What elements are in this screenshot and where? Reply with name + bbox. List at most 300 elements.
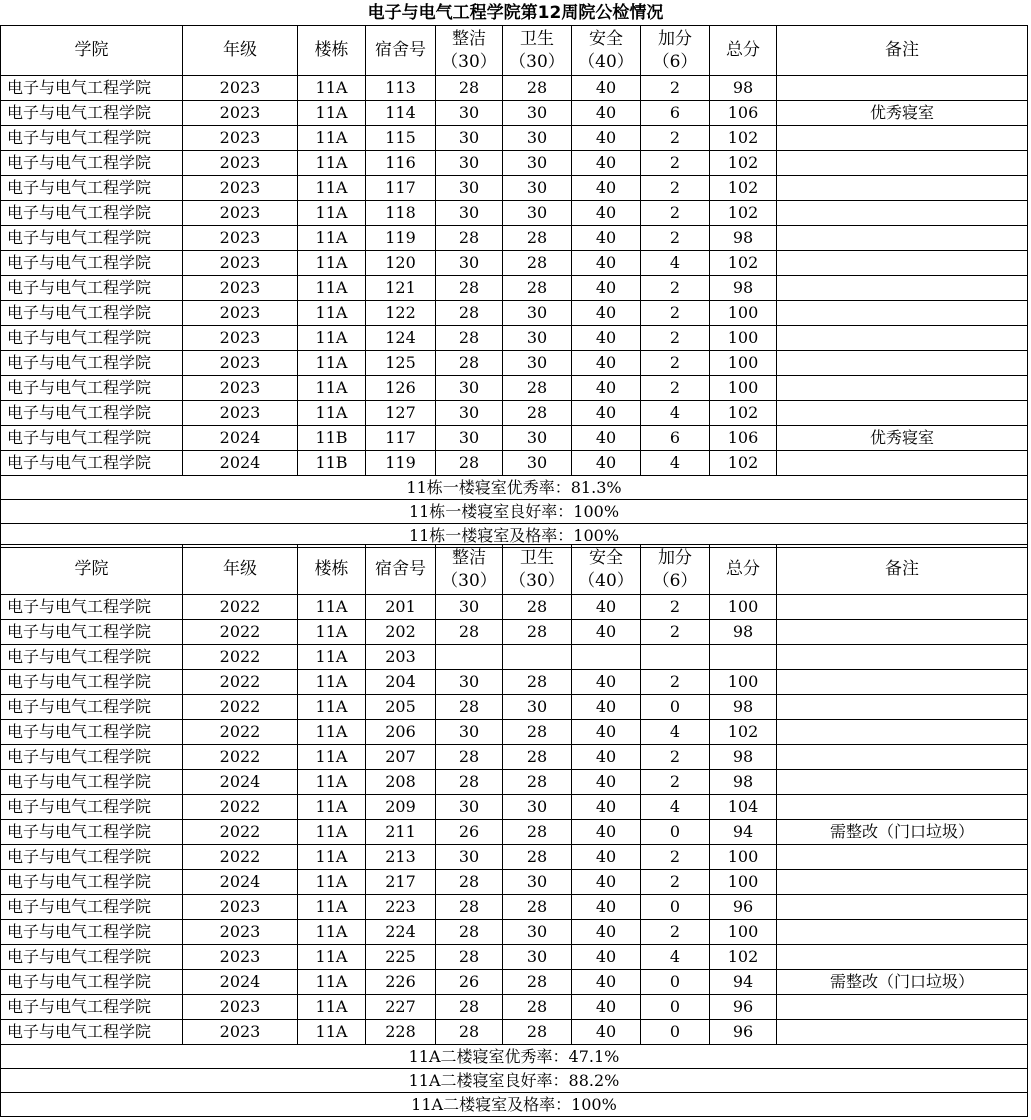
- header-hygiene-line: （30）: [509, 51, 565, 72]
- summary-rate-floor-1: 11栋一楼寝室及格率：100%: [1, 524, 1028, 548]
- cell-bonus: 0: [641, 1020, 710, 1045]
- cell-college: 电子与电气工程学院: [1, 126, 183, 151]
- cell-room: 117: [366, 426, 436, 451]
- cell-building: 11A: [298, 745, 366, 770]
- cell-tidy: 30: [436, 670, 503, 695]
- cell-tidy: 28: [436, 276, 503, 301]
- cell-grade: 2022: [183, 845, 298, 870]
- cell-hygiene: 28: [503, 401, 572, 426]
- cell-note: [777, 920, 1028, 945]
- cell-bonus: 2: [641, 620, 710, 645]
- cell-building: 11B: [298, 451, 366, 476]
- cell-grade: 2022: [183, 645, 298, 670]
- cell-college: 电子与电气工程学院: [1, 620, 183, 645]
- cell-college: 电子与电气工程学院: [1, 76, 183, 101]
- table-row: [1, 426, 1028, 451]
- cell-tidy: 30: [436, 151, 503, 176]
- cell-note: [777, 401, 1028, 426]
- cell-grade: 2023: [183, 201, 298, 226]
- cell-total: 96: [710, 995, 777, 1020]
- cell-safety: [572, 645, 641, 670]
- cell-safety: 40: [572, 745, 641, 770]
- table-row: [1, 126, 1028, 151]
- cell-building: 11A: [298, 226, 366, 251]
- cell-note: [777, 695, 1028, 720]
- cell-tidy: 28: [436, 451, 503, 476]
- cell-grade: 2023: [183, 995, 298, 1020]
- cell-safety: 40: [572, 251, 641, 276]
- inspection-table-floor-1: [0, 25, 1028, 548]
- cell-safety: 40: [572, 376, 641, 401]
- header-note: 备注: [777, 545, 1028, 595]
- table-row: [1, 401, 1028, 426]
- cell-building: 11A: [298, 595, 366, 620]
- cell-grade: 2023: [183, 351, 298, 376]
- cell-college: 电子与电气工程学院: [1, 770, 183, 795]
- cell-note: [777, 870, 1028, 895]
- cell-room: 122: [366, 301, 436, 326]
- cell-college: 电子与电气工程学院: [1, 451, 183, 476]
- cell-total: 100: [710, 301, 777, 326]
- header-row: [1, 545, 1028, 595]
- cell-building: 11A: [298, 645, 366, 670]
- cell-grade: 2023: [183, 76, 298, 101]
- cell-college: 电子与电气工程学院: [1, 176, 183, 201]
- cell-tidy: 30: [436, 720, 503, 745]
- cell-hygiene: 28: [503, 251, 572, 276]
- cell-grade: 2023: [183, 251, 298, 276]
- cell-bonus: 4: [641, 451, 710, 476]
- cell-grade: 2022: [183, 695, 298, 720]
- cell-bonus: 2: [641, 745, 710, 770]
- header-safety-line: 安全: [589, 547, 623, 568]
- cell-tidy: 30: [436, 795, 503, 820]
- table-row: [1, 970, 1028, 995]
- cell-room: 118: [366, 201, 436, 226]
- cell-college: 电子与电气工程学院: [1, 351, 183, 376]
- cell-room: 113: [366, 76, 436, 101]
- cell-total: 94: [710, 970, 777, 995]
- cell-grade: 2022: [183, 720, 298, 745]
- cell-safety: 40: [572, 995, 641, 1020]
- cell-tidy: 28: [436, 745, 503, 770]
- cell-college: 电子与电气工程学院: [1, 301, 183, 326]
- cell-safety: 40: [572, 770, 641, 795]
- summary-row: [1, 1045, 1028, 1069]
- table-row: [1, 76, 1028, 101]
- cell-total: 106: [710, 426, 777, 451]
- cell-building: 11A: [298, 326, 366, 351]
- cell-building: 11A: [298, 276, 366, 301]
- header-tidy-line: （30）: [441, 51, 497, 72]
- cell-total: 98: [710, 745, 777, 770]
- header-bonus-line: 加分: [658, 547, 692, 568]
- cell-total: 100: [710, 845, 777, 870]
- cell-tidy: 30: [436, 426, 503, 451]
- cell-room: 204: [366, 670, 436, 695]
- cell-note: [777, 845, 1028, 870]
- summary-row: [1, 476, 1028, 500]
- cell-total: 102: [710, 451, 777, 476]
- cell-room: 223: [366, 895, 436, 920]
- header-college: 学院: [1, 26, 183, 76]
- cell-hygiene: 30: [503, 795, 572, 820]
- cell-college: 电子与电气工程学院: [1, 745, 183, 770]
- header-safety: [572, 545, 641, 595]
- cell-safety: 40: [572, 451, 641, 476]
- cell-building: 11A: [298, 695, 366, 720]
- cell-building: 11A: [298, 920, 366, 945]
- cell-hygiene: [503, 645, 572, 670]
- cell-grade: 2023: [183, 226, 298, 251]
- table-row: [1, 720, 1028, 745]
- summary-rate-floor-1: 11栋一楼寝室良好率：100%: [1, 500, 1028, 524]
- cell-tidy: 28: [436, 920, 503, 945]
- cell-building: 11A: [298, 251, 366, 276]
- cell-safety: 40: [572, 870, 641, 895]
- cell-hygiene: 28: [503, 845, 572, 870]
- cell-room: 227: [366, 995, 436, 1020]
- cell-bonus: 2: [641, 845, 710, 870]
- cell-note: [777, 326, 1028, 351]
- cell-total: 102: [710, 176, 777, 201]
- cell-grade: 2023: [183, 276, 298, 301]
- header-tidy: [436, 26, 503, 76]
- table-row: [1, 351, 1028, 376]
- cell-hygiene: 30: [503, 920, 572, 945]
- cell-safety: 40: [572, 620, 641, 645]
- cell-total: 100: [710, 376, 777, 401]
- summary-row: [1, 1069, 1028, 1093]
- cell-building: 11A: [298, 845, 366, 870]
- cell-hygiene: 30: [503, 126, 572, 151]
- cell-hygiene: 28: [503, 376, 572, 401]
- cell-college: 电子与电气工程学院: [1, 870, 183, 895]
- cell-tidy: 26: [436, 820, 503, 845]
- cell-room: 228: [366, 1020, 436, 1045]
- cell-safety: 40: [572, 201, 641, 226]
- cell-tidy: 30: [436, 401, 503, 426]
- cell-total: 100: [710, 870, 777, 895]
- cell-bonus: 0: [641, 695, 710, 720]
- cell-hygiene: 30: [503, 451, 572, 476]
- cell-room: 115: [366, 126, 436, 151]
- cell-hygiene: 28: [503, 1020, 572, 1045]
- cell-note: [777, 126, 1028, 151]
- cell-grade: 2022: [183, 620, 298, 645]
- cell-grade: 2024: [183, 970, 298, 995]
- cell-note: [777, 770, 1028, 795]
- cell-bonus: 4: [641, 945, 710, 970]
- cell-college: 电子与电气工程学院: [1, 376, 183, 401]
- cell-grade: 2023: [183, 126, 298, 151]
- cell-college: 电子与电气工程学院: [1, 895, 183, 920]
- cell-building: 11A: [298, 870, 366, 895]
- cell-tidy: 28: [436, 1020, 503, 1045]
- table-row: [1, 770, 1028, 795]
- cell-grade: 2024: [183, 770, 298, 795]
- cell-tidy: 30: [436, 101, 503, 126]
- cell-building: 11A: [298, 76, 366, 101]
- cell-bonus: 2: [641, 301, 710, 326]
- cell-grade: 2023: [183, 945, 298, 970]
- cell-note: 需整改（门口垃圾）: [777, 820, 1028, 845]
- cell-total: 100: [710, 326, 777, 351]
- cell-hygiene: 28: [503, 595, 572, 620]
- cell-safety: 40: [572, 720, 641, 745]
- cell-bonus: 2: [641, 870, 710, 895]
- cell-total: 102: [710, 945, 777, 970]
- cell-total: 106: [710, 101, 777, 126]
- cell-bonus: 4: [641, 720, 710, 745]
- cell-building: 11A: [298, 895, 366, 920]
- inspection-table-floor-2: [0, 544, 1028, 1117]
- cell-total: 100: [710, 595, 777, 620]
- page-title: 电子与电气工程学院第12周院公检情况: [367, 3, 664, 23]
- cell-total: 100: [710, 920, 777, 945]
- cell-bonus: 4: [641, 251, 710, 276]
- cell-total: 102: [710, 151, 777, 176]
- header-bonus-line: （6）: [652, 51, 698, 72]
- cell-building: 11A: [298, 101, 366, 126]
- cell-building: 11A: [298, 126, 366, 151]
- cell-note: [777, 595, 1028, 620]
- cell-safety: 40: [572, 401, 641, 426]
- cell-building: 11A: [298, 351, 366, 376]
- table-row: [1, 995, 1028, 1020]
- cell-safety: 40: [572, 920, 641, 945]
- cell-hygiene: 28: [503, 820, 572, 845]
- cell-college: 电子与电气工程学院: [1, 151, 183, 176]
- cell-grade: 2024: [183, 870, 298, 895]
- cell-bonus: 4: [641, 795, 710, 820]
- cell-room: 127: [366, 401, 436, 426]
- cell-bonus: 2: [641, 126, 710, 151]
- cell-hygiene: 30: [503, 351, 572, 376]
- cell-room: 213: [366, 845, 436, 870]
- cell-safety: 40: [572, 226, 641, 251]
- cell-room: 217: [366, 870, 436, 895]
- cell-bonus: 6: [641, 426, 710, 451]
- cell-bonus: 2: [641, 376, 710, 401]
- cell-room: 211: [366, 820, 436, 845]
- cell-college: 电子与电气工程学院: [1, 401, 183, 426]
- cell-safety: 40: [572, 151, 641, 176]
- header-tidy-line: 整洁: [452, 547, 486, 568]
- cell-note: [777, 995, 1028, 1020]
- cell-safety: 40: [572, 820, 641, 845]
- cell-total: 94: [710, 820, 777, 845]
- cell-tidy: [436, 645, 503, 670]
- cell-room: 208: [366, 770, 436, 795]
- table-row: [1, 201, 1028, 226]
- cell-grade: 2023: [183, 1020, 298, 1045]
- cell-building: 11A: [298, 176, 366, 201]
- cell-building: 11A: [298, 151, 366, 176]
- cell-building: 11A: [298, 201, 366, 226]
- cell-grade: 2022: [183, 670, 298, 695]
- cell-note: [777, 151, 1028, 176]
- cell-tidy: 30: [436, 176, 503, 201]
- cell-total: 98: [710, 276, 777, 301]
- cell-note: [777, 795, 1028, 820]
- cell-room: 201: [366, 595, 436, 620]
- cell-bonus: 2: [641, 920, 710, 945]
- cell-bonus: 2: [641, 770, 710, 795]
- cell-grade: 2023: [183, 301, 298, 326]
- cell-grade: 2024: [183, 451, 298, 476]
- cell-college: 电子与电气工程学院: [1, 945, 183, 970]
- cell-grade: 2022: [183, 820, 298, 845]
- cell-total: 98: [710, 76, 777, 101]
- table-row: [1, 301, 1028, 326]
- summary-rate-floor-2: 11A二楼寝室优秀率：47.1%: [1, 1045, 1028, 1069]
- table-row: [1, 795, 1028, 820]
- cell-total: 102: [710, 126, 777, 151]
- table-row: [1, 670, 1028, 695]
- cell-tidy: 30: [436, 376, 503, 401]
- cell-college: 电子与电气工程学院: [1, 970, 183, 995]
- cell-hygiene: 28: [503, 670, 572, 695]
- header-room: 宿舍号: [366, 26, 436, 76]
- cell-college: 电子与电气工程学院: [1, 645, 183, 670]
- cell-grade: 2023: [183, 920, 298, 945]
- header-safety-line: （40）: [578, 51, 634, 72]
- header-tidy-line: （30）: [441, 570, 497, 591]
- cell-college: 电子与电气工程学院: [1, 1020, 183, 1045]
- cell-note: 优秀寝室: [777, 101, 1028, 126]
- cell-safety: 40: [572, 301, 641, 326]
- cell-safety: 40: [572, 176, 641, 201]
- cell-note: [777, 945, 1028, 970]
- cell-building: 11B: [298, 426, 366, 451]
- cell-total: 100: [710, 351, 777, 376]
- cell-room: 120: [366, 251, 436, 276]
- cell-note: [777, 251, 1028, 276]
- cell-tidy: 28: [436, 226, 503, 251]
- header-total: 总分: [710, 545, 777, 595]
- table-row: [1, 920, 1028, 945]
- header-total: 总分: [710, 26, 777, 76]
- cell-hygiene: 28: [503, 995, 572, 1020]
- cell-safety: 40: [572, 595, 641, 620]
- cell-building: 11A: [298, 720, 366, 745]
- cell-total: [710, 645, 777, 670]
- cell-hygiene: 28: [503, 620, 572, 645]
- cell-hygiene: 28: [503, 276, 572, 301]
- summary-rate-floor-2: 11A二楼寝室良好率：88.2%: [1, 1069, 1028, 1093]
- cell-room: 224: [366, 920, 436, 945]
- cell-tidy: 30: [436, 126, 503, 151]
- table-row: [1, 251, 1028, 276]
- table-row: [1, 276, 1028, 301]
- cell-bonus: 4: [641, 401, 710, 426]
- cell-college: 电子与电气工程学院: [1, 326, 183, 351]
- cell-tidy: 30: [436, 201, 503, 226]
- cell-total: 102: [710, 251, 777, 276]
- table-row: [1, 820, 1028, 845]
- cell-room: 209: [366, 795, 436, 820]
- cell-college: 电子与电气工程学院: [1, 845, 183, 870]
- cell-hygiene: 28: [503, 226, 572, 251]
- cell-college: 电子与电气工程学院: [1, 820, 183, 845]
- cell-hygiene: 28: [503, 745, 572, 770]
- header-grade: 年级: [183, 545, 298, 595]
- header-grade: 年级: [183, 26, 298, 76]
- header-hygiene: [503, 26, 572, 76]
- cell-room: 124: [366, 326, 436, 351]
- cell-total: 98: [710, 695, 777, 720]
- table-row: [1, 451, 1028, 476]
- cell-tidy: 28: [436, 895, 503, 920]
- cell-safety: 40: [572, 970, 641, 995]
- table-row: [1, 226, 1028, 251]
- cell-safety: 40: [572, 1020, 641, 1045]
- cell-room: 207: [366, 745, 436, 770]
- table-row: [1, 1020, 1028, 1045]
- cell-college: 电子与电气工程学院: [1, 226, 183, 251]
- cell-tidy: 28: [436, 620, 503, 645]
- cell-safety: 40: [572, 426, 641, 451]
- cell-building: 11A: [298, 795, 366, 820]
- cell-total: 102: [710, 401, 777, 426]
- header-safety-line: 安全: [589, 28, 623, 49]
- cell-building: 11A: [298, 945, 366, 970]
- cell-tidy: 26: [436, 970, 503, 995]
- cell-tidy: 28: [436, 995, 503, 1020]
- table-row: [1, 595, 1028, 620]
- cell-building: 11A: [298, 820, 366, 845]
- table-row: [1, 176, 1028, 201]
- cell-hygiene: 30: [503, 945, 572, 970]
- header-tidy-line: 整洁: [452, 28, 486, 49]
- cell-room: 119: [366, 451, 436, 476]
- cell-safety: 40: [572, 695, 641, 720]
- cell-total: 98: [710, 226, 777, 251]
- cell-grade: 2023: [183, 151, 298, 176]
- cell-tidy: 30: [436, 845, 503, 870]
- cell-building: 11A: [298, 995, 366, 1020]
- cell-note: [777, 201, 1028, 226]
- cell-hygiene: 30: [503, 151, 572, 176]
- cell-room: 121: [366, 276, 436, 301]
- cell-hygiene: 30: [503, 695, 572, 720]
- cell-note: [777, 1020, 1028, 1045]
- cell-bonus: 2: [641, 276, 710, 301]
- cell-room: 116: [366, 151, 436, 176]
- cell-safety: 40: [572, 351, 641, 376]
- header-bonus: [641, 26, 710, 76]
- cell-note: [777, 451, 1028, 476]
- cell-safety: 40: [572, 101, 641, 126]
- header-building: 楼栋: [298, 26, 366, 76]
- table-row: [1, 326, 1028, 351]
- table-row: [1, 745, 1028, 770]
- cell-note: [777, 720, 1028, 745]
- cell-tidy: 28: [436, 870, 503, 895]
- cell-note: [777, 895, 1028, 920]
- cell-tidy: 28: [436, 76, 503, 101]
- cell-room: 206: [366, 720, 436, 745]
- cell-hygiene: 30: [503, 176, 572, 201]
- cell-room: 203: [366, 645, 436, 670]
- header-bonus-line: （6）: [652, 570, 698, 591]
- header-room: 宿舍号: [366, 545, 436, 595]
- cell-note: 需整改（门口垃圾）: [777, 970, 1028, 995]
- header-hygiene: [503, 545, 572, 595]
- summary-row: [1, 1093, 1028, 1117]
- cell-bonus: 0: [641, 820, 710, 845]
